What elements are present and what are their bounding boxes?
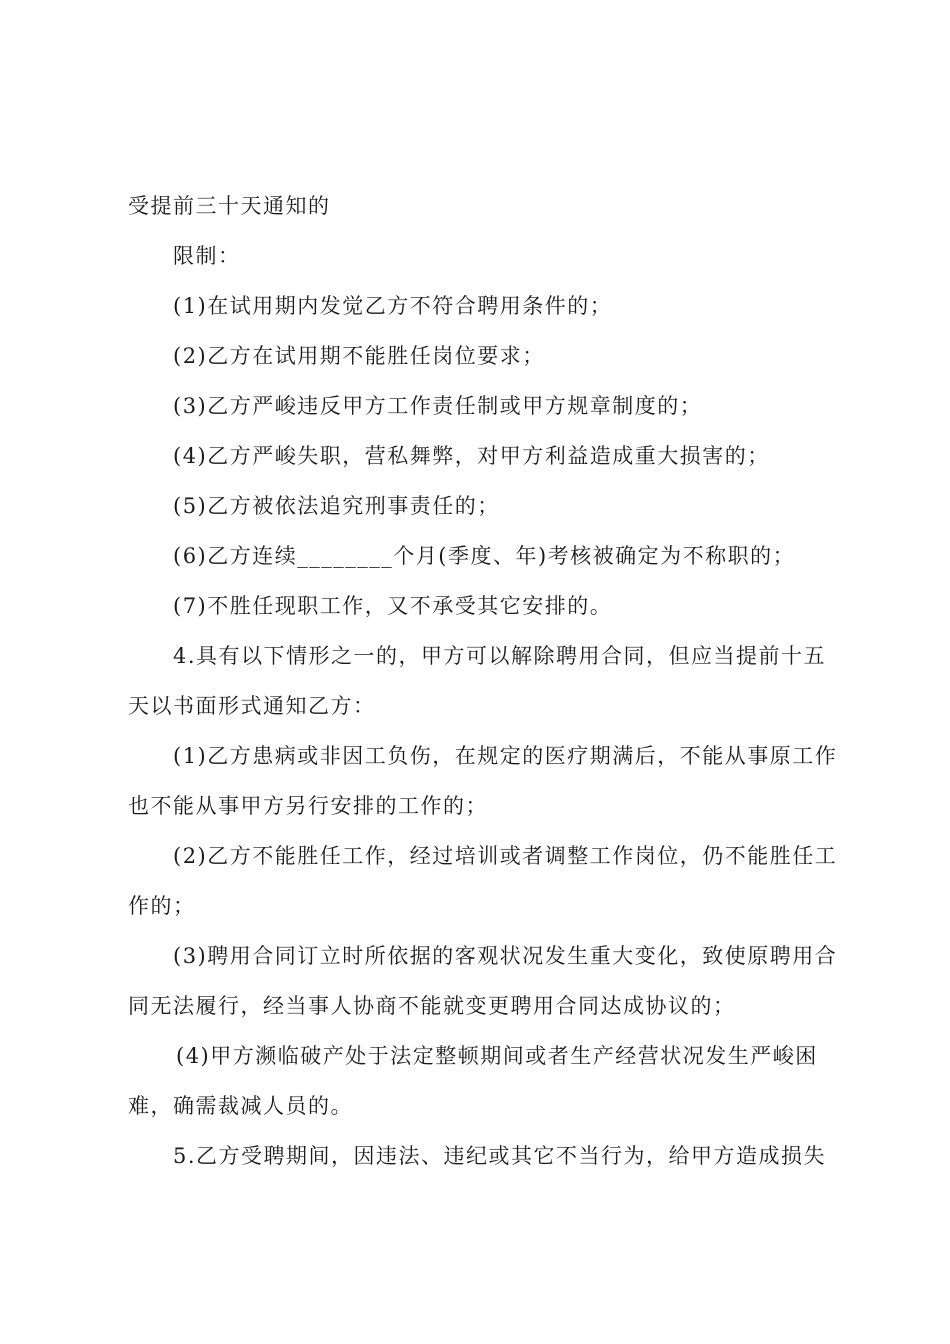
text-line: 作的； (128, 894, 196, 918)
text-line: (6)乙方连续________个月(季度、年)考核被确定为不称职的； (173, 544, 796, 568)
text-line: (1)乙方患病或非因工负伤，在规定的医疗期满后，不能从事原工作 (173, 744, 838, 768)
text-line: (1)在试用期内发觉乙方不符合聘用条件的； (173, 294, 613, 318)
text-line: 限制： (173, 244, 241, 268)
text-line: 难，确需裁减人员的。 (128, 1094, 353, 1118)
text-line: (3)聘用合同订立时所依据的客观状况发生重大变化，致使原聘用合 (173, 944, 838, 968)
text-line: 天以书面形式通知乙方： (128, 694, 376, 718)
text-line: (5)乙方被依法追究刑事责任的； (173, 494, 500, 518)
text-line: 也不能从事甲方另行安排的工作的； (128, 794, 488, 818)
text-line: 同无法履行，经当事人协商不能就变更聘用合同达成协议的； (128, 994, 736, 1018)
text-line: (2)乙方不能胜任工作，经过培训或者调整工作岗位，仍不能胜任工 (173, 844, 838, 868)
text-line: (3)乙方严峻违反甲方工作责任制或甲方规章制度的； (173, 394, 703, 418)
text-line: 4.具有以下情形之一的，甲方可以解除聘用合同，但应当提前十五 (173, 644, 827, 668)
text-line: (2)乙方在试用期不能胜任岗位要求； (173, 344, 545, 368)
text-line: (4)甲方濒临破产处于法定整顿期间或者生产经营状况发生严峻困 (176, 1044, 818, 1068)
text-line: 5.乙方受聘期间，因违法、违纪或其它不当行为，给甲方造成损失 (173, 1144, 827, 1168)
text-line: (7)不胜任现职工作，又不承受其它安排的。 (173, 594, 613, 618)
text-line: (4)乙方严峻失职，营私舞弊，对甲方利益造成重大损害的； (173, 444, 770, 468)
text-line: 受提前三十天通知的 (128, 194, 331, 218)
